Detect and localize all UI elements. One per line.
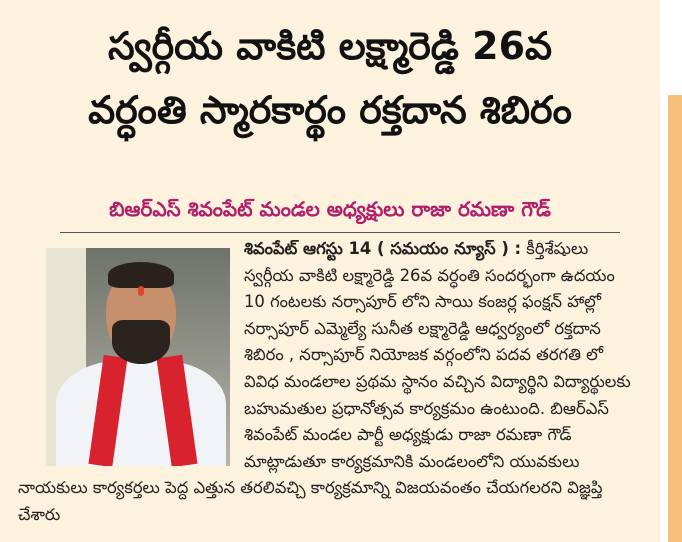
headline-line-1: స్వర్గీయ వాకిటి లక్ష్మారెడ్డి 26వ (107, 24, 553, 68)
article-text: కీర్తిశేషులు స్వర్గీయ వాకిటి లక్ష్మారెడ్డి 26వ వర్ధంతి సందర్భంగా ఉదయం 10 గంటలకు నర్సాపూర్ లోని సాయి కంజర్ల ఫంక్షన్ హాల్లో నర్సాపూర్ ఎమ్మెల్యే సునీత లక్ష్మారెడ్డి ఆధ్వర్యంలో రక్తదాన శిబిరం , నర్సాపూర్ నియోజక వర్గంలోని పదవ తరగతి లో వివిధ మండలాల ప్రథమ స్థానం వచ్చిన విద్యార్థిని విద్యార్థులకు బహుమతుల ప్రధానోత్సవ కార్యక్రమం ఉంటుంది. బిఆర్ఎస్ శివంపేట్ మండల పార్టీ అధ్యక్షుడు రాజా రమణా గౌడ్ మాట్లాడుతూ కార్యక్రమానికి మండలంలోని యువకులు నాయకులు కార్యకర్తలు పెద్ద ఎత్తున తరలివచ్చి కార్యక్రమాన్ని విజయవంతం చేయగలరని విజ్ఞప్తి చేశారు (18, 239, 631, 524)
headline-line-2: వర్ధంతి స్మారకార్థం రక్తదాన శిబిరం (88, 88, 572, 132)
photo-spacer (18, 236, 244, 472)
article-body (18, 236, 638, 529)
side-accent-bar (668, 95, 682, 542)
subheadline: బిఆర్ఎస్ శివంపేట్ మండల అధ్యక్షులు రాజా రమణా గౌడ్ (109, 197, 551, 221)
divider (60, 232, 620, 233)
headline (20, 14, 640, 142)
article-dateline: శివంపేట్ ఆగస్టు 14 ( సమయం న్యూస్ ) : (244, 239, 522, 258)
